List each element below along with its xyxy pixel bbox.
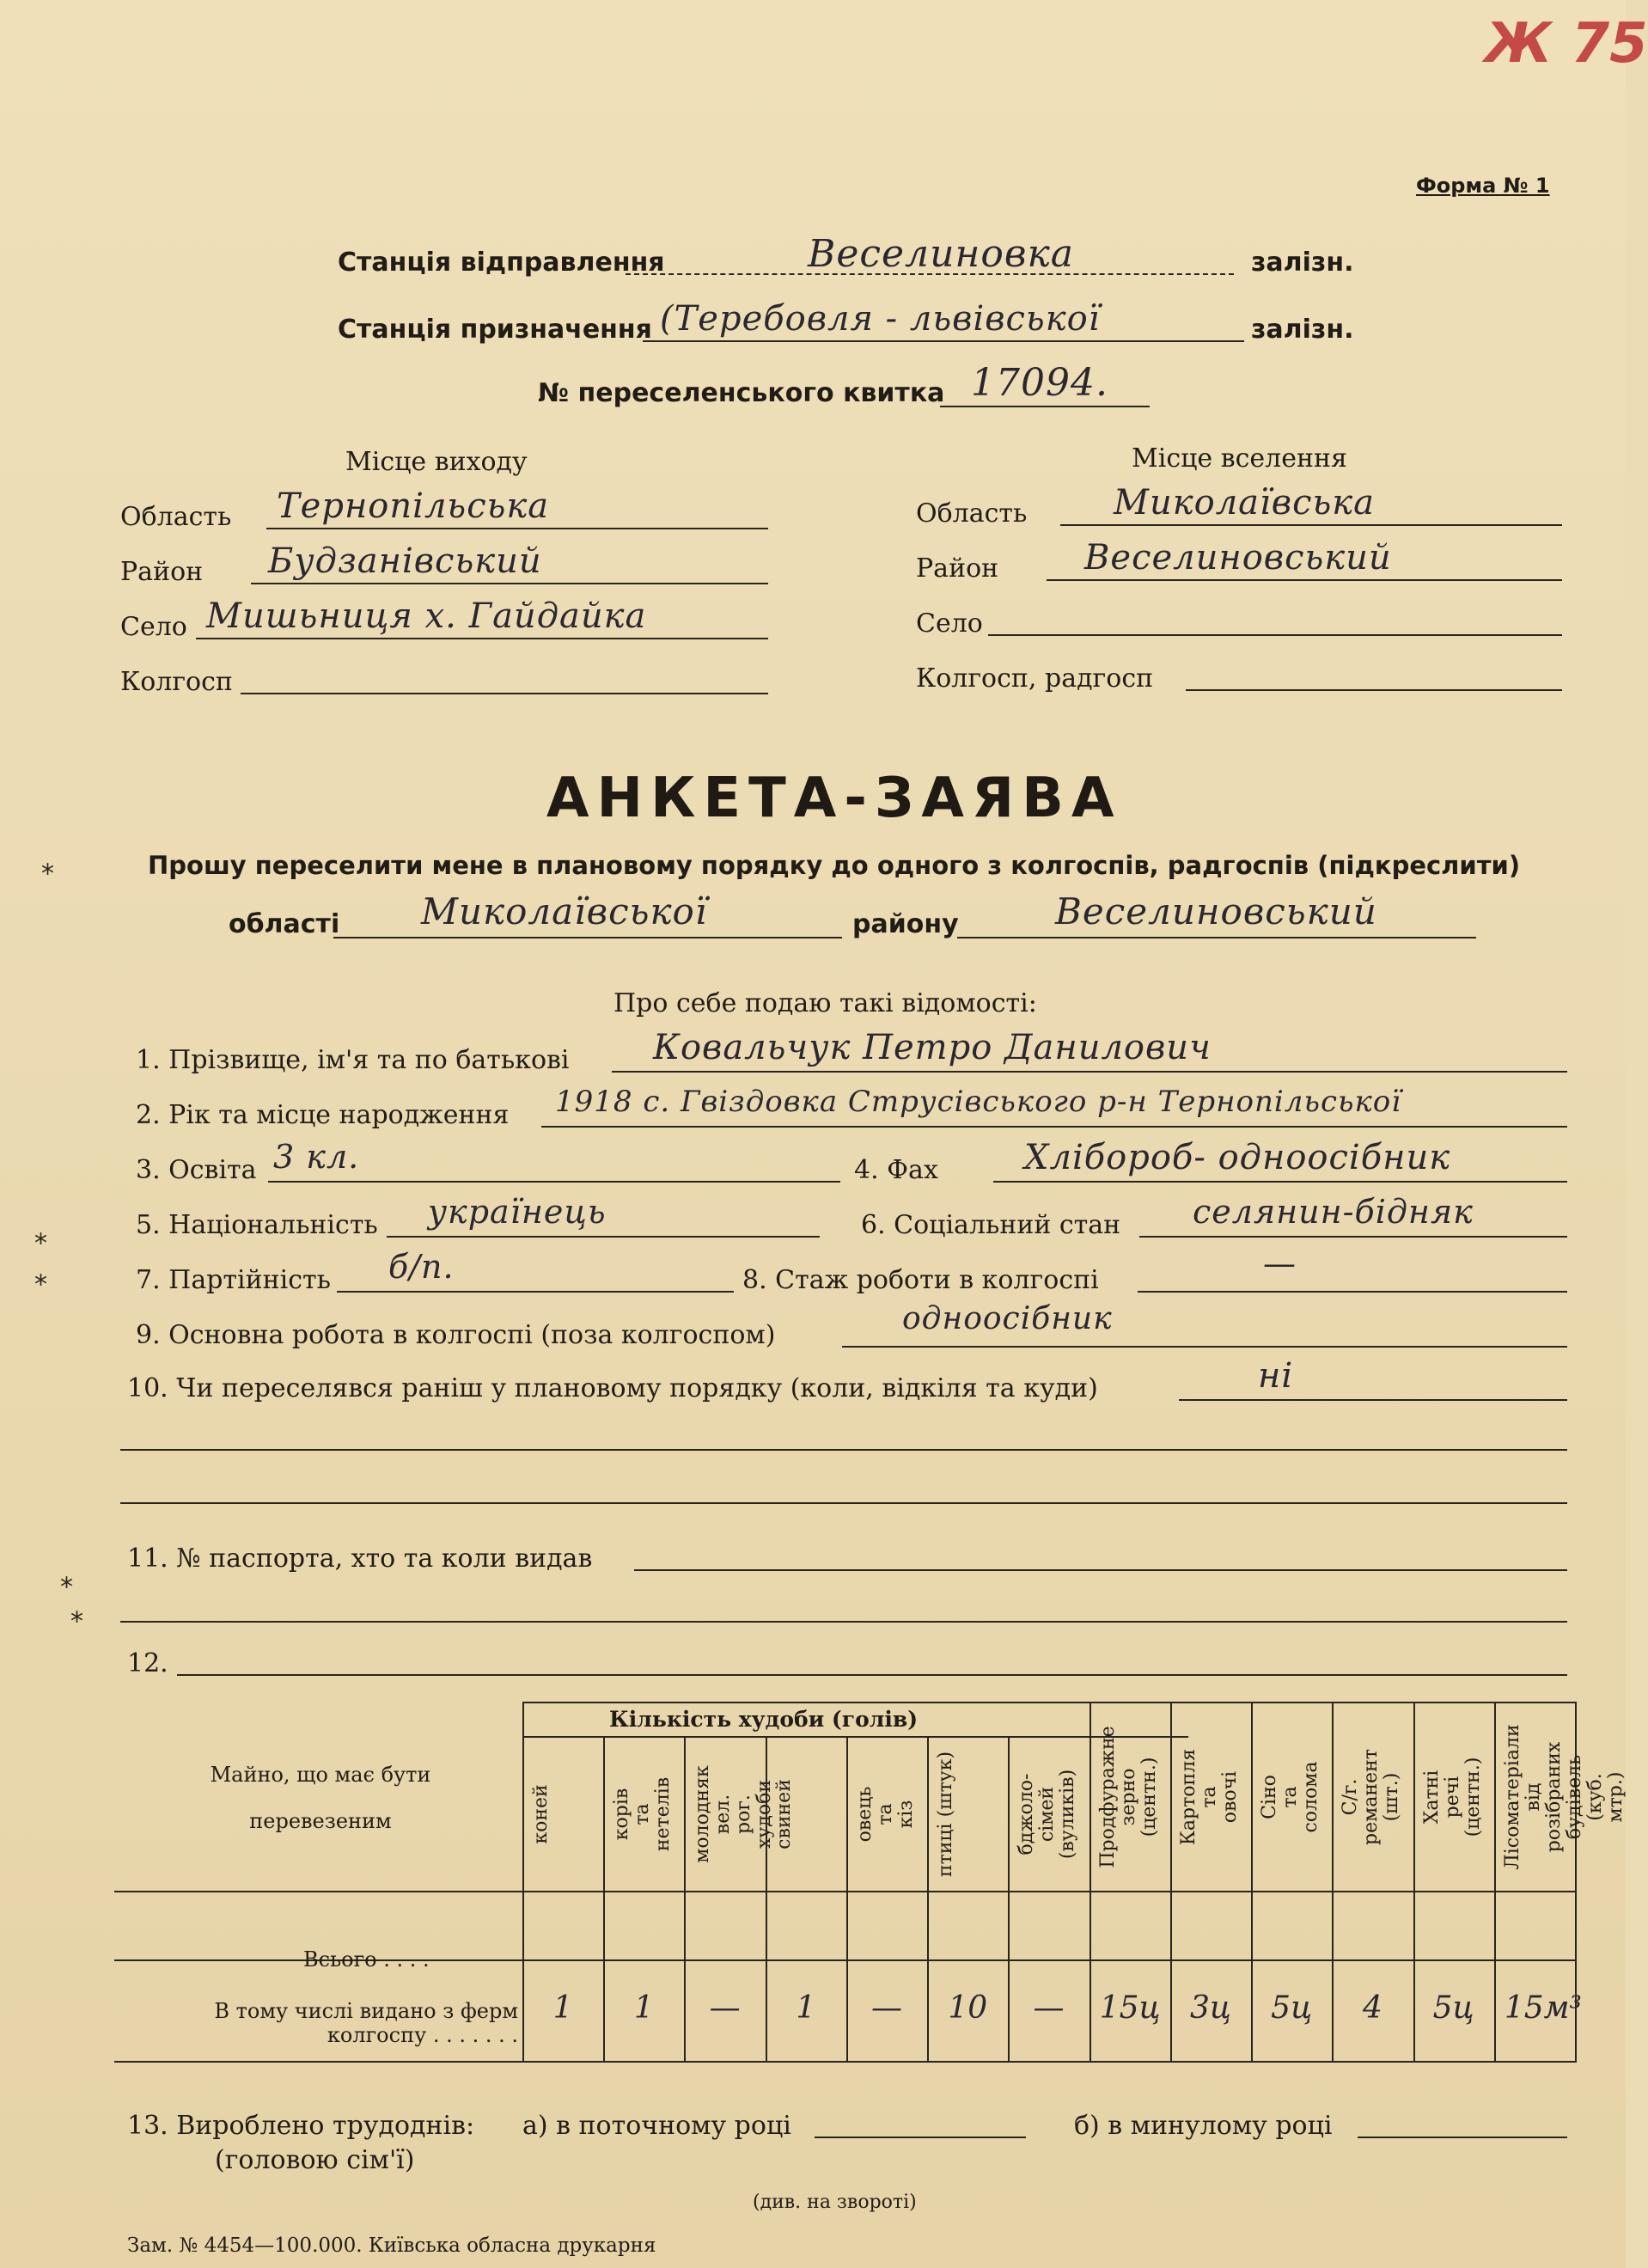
settlement-kolkhoz-label: Колгосп, радгосп <box>916 663 1154 694</box>
table-column-divider <box>684 1736 686 2063</box>
destination-station-value: (Теребовля - львівської <box>660 299 1101 339</box>
origin-district-value: Будзанівський <box>268 541 542 581</box>
table-column-divider <box>1332 1702 1334 2063</box>
destination-station-suffix: залізн. <box>1251 315 1354 345</box>
table-row-total-label: Всього . . . . <box>303 1947 430 1972</box>
settlement-region-value: Миколаївська <box>1114 483 1375 523</box>
settlement-district-value: Веселиновський <box>1084 538 1392 578</box>
field-8-value: — <box>1263 1244 1297 1282</box>
request-oblast-value: Миколаївської <box>421 890 708 932</box>
table-farm-value: 4 <box>1362 1990 1382 2026</box>
field-9-value: одноосібник <box>902 1301 1113 1336</box>
margin-mark: ⁎ <box>41 851 54 881</box>
workdays-current-label: а) в поточному році <box>522 2111 791 2141</box>
table-row-header: Майно, що має бути перевезеним <box>210 1763 431 1833</box>
settlement-region-line <box>1060 524 1562 526</box>
table-farm-value: 15ц <box>1099 1990 1161 2026</box>
table-column-divider <box>1413 1702 1415 2063</box>
request-text: Прошу переселити мене в плановому порядку до одного з колгоспів, радгоспів (підкреслити) <box>148 851 1521 880</box>
table-farm-value: — <box>1033 1990 1065 2026</box>
destination-station-line <box>643 340 1244 342</box>
see-reverse-note: (див. на звороті) <box>753 2192 917 2213</box>
field-11-line <box>634 1569 1567 1571</box>
field-6-line <box>1139 1236 1567 1238</box>
settlement-kolkhoz-line <box>1186 689 1562 691</box>
field-2-label: 2. Рік та місце народження <box>136 1100 510 1130</box>
field-5-label: 5. Національність <box>136 1210 378 1240</box>
table-column-divider <box>1008 1736 1010 2063</box>
table-row-farm-label: В тому числі видано з ферм колгоспу . . . . . . . <box>214 1999 518 2047</box>
origin-region-line <box>266 528 768 529</box>
request-raion-label: району <box>852 909 959 939</box>
table-farm-value: 5ц <box>1432 1990 1474 2026</box>
field-7-line <box>337 1291 734 1293</box>
margin-mark: ⁎ <box>34 1262 47 1292</box>
field-8-line <box>1138 1291 1567 1293</box>
origin-village-value: Мишьниця х. Гайдайка <box>206 596 647 636</box>
origin-village-label: Село <box>120 612 187 642</box>
departure-station-suffix: залізн. <box>1251 248 1354 278</box>
origin-region-value: Тернопільська <box>277 486 550 526</box>
field-10-line <box>1179 1399 1567 1401</box>
request-raion-value: Веселиновський <box>1055 890 1377 932</box>
field-7-value: б/п. <box>388 1248 455 1286</box>
workdays-label: 13. Вироблено трудоднів: <box>127 2111 475 2141</box>
table-column-divider <box>1494 1702 1496 2063</box>
table-column-header: овець та кіз <box>853 1786 917 1843</box>
table-farm-value: 1 <box>796 1990 816 2026</box>
request-oblast-line <box>333 937 842 938</box>
margin-mark: ⁎ <box>60 1564 73 1594</box>
origin-heading: Місце виходу <box>345 447 528 477</box>
table-column-header: молодняк вел. рог. худоби <box>692 1765 776 1863</box>
departure-station-label: Станція відправлення <box>338 248 665 278</box>
origin-village-line <box>196 638 768 639</box>
ticket-number-line <box>940 406 1150 407</box>
field-11-line-2 <box>120 1621 1567 1623</box>
table-column-divider <box>1170 1702 1172 2063</box>
field-1-line <box>612 1071 1567 1073</box>
field-6-label: 6. Соціальний стан <box>861 1210 1121 1240</box>
request-raion-line <box>957 937 1476 938</box>
table-column-header: корів та нетелів <box>611 1776 674 1852</box>
table-column-header: свиней <box>772 1779 795 1849</box>
table-column-header: птиці (штук) <box>935 1751 957 1878</box>
field-12-line <box>177 1674 1567 1676</box>
table-farm-value: 3ц <box>1189 1990 1231 2026</box>
field-3-label: 3. Освіта <box>136 1155 257 1185</box>
table-column-header: Картопля та овочі <box>1177 1748 1241 1846</box>
field-5-value: українець <box>428 1193 607 1231</box>
field-9-label: 9. Основна робота в колгоспі (поза колгоспом) <box>136 1320 776 1350</box>
settlement-heading: Місце вселення <box>1132 443 1347 474</box>
table-column-header: Продфуражне зерно (центн.) <box>1096 1726 1160 1868</box>
field-4-label: 4. Фах <box>854 1155 938 1185</box>
field-5-line <box>387 1236 820 1238</box>
origin-kolkhoz-line <box>241 693 768 694</box>
field-1-label: 1. Прізвище, ім'я та по батькові <box>136 1045 570 1075</box>
ticket-number-value: 17094. <box>971 361 1108 405</box>
field-1-value: Ковальчук Петро Данилович <box>653 1028 1212 1067</box>
field-2-line <box>541 1126 1567 1128</box>
margin-mark: ⁎ <box>70 1599 83 1629</box>
table-column-header: Лісоматеріали від розібраних будівель (куб. мтр.) <box>1501 1724 1627 1870</box>
settlement-village-line <box>988 634 1562 636</box>
origin-region-label: Область <box>120 502 232 532</box>
table-column-divider <box>927 1736 929 2063</box>
workdays-sub-label: (головою сім'ї) <box>215 2145 415 2175</box>
field-10-line-3 <box>120 1502 1567 1504</box>
table-livestock-group: Кількість худоби (голів) <box>609 1707 919 1732</box>
table-farm-value: 10 <box>948 1990 988 2026</box>
field-7-label: 7. Партійність <box>136 1265 331 1295</box>
document-title: АНКЕТА-ЗАЯВА <box>546 767 1122 830</box>
table-farm-value: — <box>709 1990 741 2026</box>
origin-kolkhoz-label: Колгосп <box>120 667 233 697</box>
workdays-current-line <box>815 2137 1026 2138</box>
settlement-region-label: Область <box>916 498 1028 529</box>
field-8-label: 8. Стаж роботи в колгоспі <box>742 1265 1099 1295</box>
table-column-header: Сіно та солома <box>1259 1761 1322 1833</box>
field-12-label: 12. <box>127 1648 168 1678</box>
table-column-divider <box>846 1736 848 2063</box>
workdays-previous-line <box>1358 2137 1567 2138</box>
form-number: Форма № 1 <box>1416 174 1550 198</box>
destination-station-label: Станція призначення <box>338 315 652 345</box>
field-4-value: Хлібороб- одноосібник <box>1024 1138 1451 1177</box>
settlement-district-line <box>1047 579 1562 581</box>
field-11-label: 11. № паспорта, хто та коли видав <box>127 1544 593 1574</box>
field-6-value: селянин-бідняк <box>1193 1193 1474 1231</box>
workdays-previous-label: б) в минулому році <box>1074 2111 1333 2141</box>
field-10-line-2 <box>120 1449 1567 1451</box>
request-oblast-label: області <box>229 909 340 939</box>
field-4-line <box>993 1181 1567 1183</box>
origin-district-line <box>251 583 768 584</box>
field-10-value: ні <box>1258 1356 1294 1396</box>
table-farm-value: 5ц <box>1271 1990 1313 2026</box>
field-3-value: 3 кл. <box>273 1138 360 1176</box>
table-column-divider <box>1090 1702 1091 2063</box>
table-column-divider <box>1251 1702 1253 2063</box>
settlement-district-label: Район <box>916 553 999 584</box>
table-column-header: бджоло- сімей (вуликів) <box>1016 1769 1079 1860</box>
table-column-header: коней <box>530 1784 552 1844</box>
archive-mark: Ж 75 <box>1485 12 1648 76</box>
table-farm-value: — <box>871 1990 903 2026</box>
origin-district-label: Район <box>120 557 204 587</box>
table-farm-value: 1 <box>552 1990 573 2026</box>
settlement-village-label: Село <box>916 608 983 639</box>
table-column-header: С/г. реманент (шт.) <box>1340 1749 1403 1845</box>
printer-line: Зам. № 4454—100.000. Київська обласна друкарня <box>127 2234 656 2257</box>
field-10-label: 10. Чи переселявся раніш у плановому порядку (коли, відкіля та куди) <box>127 1373 1098 1403</box>
table-column-header: Хатні речі (центн.) <box>1420 1757 1484 1837</box>
table-column-divider <box>603 1736 605 2063</box>
field-9-line <box>842 1346 1567 1348</box>
about-heading: Про себе подаю такі відомості: <box>613 988 1037 1018</box>
departure-station-value: Веселиновка <box>808 232 1074 276</box>
field-2-value: 1918 с. Гвіздовка Струсівського р-н Тернопільської <box>555 1085 1402 1119</box>
ticket-number-label: № переселенського квитка <box>538 378 945 408</box>
property-table <box>114 1702 1627 2063</box>
table-column-divider <box>766 1736 767 2063</box>
table-farm-value: 1 <box>633 1990 654 2026</box>
field-3-line <box>268 1181 840 1183</box>
table-farm-value: 15м³ <box>1504 1990 1582 2026</box>
margin-mark: ⁎ <box>34 1220 47 1250</box>
